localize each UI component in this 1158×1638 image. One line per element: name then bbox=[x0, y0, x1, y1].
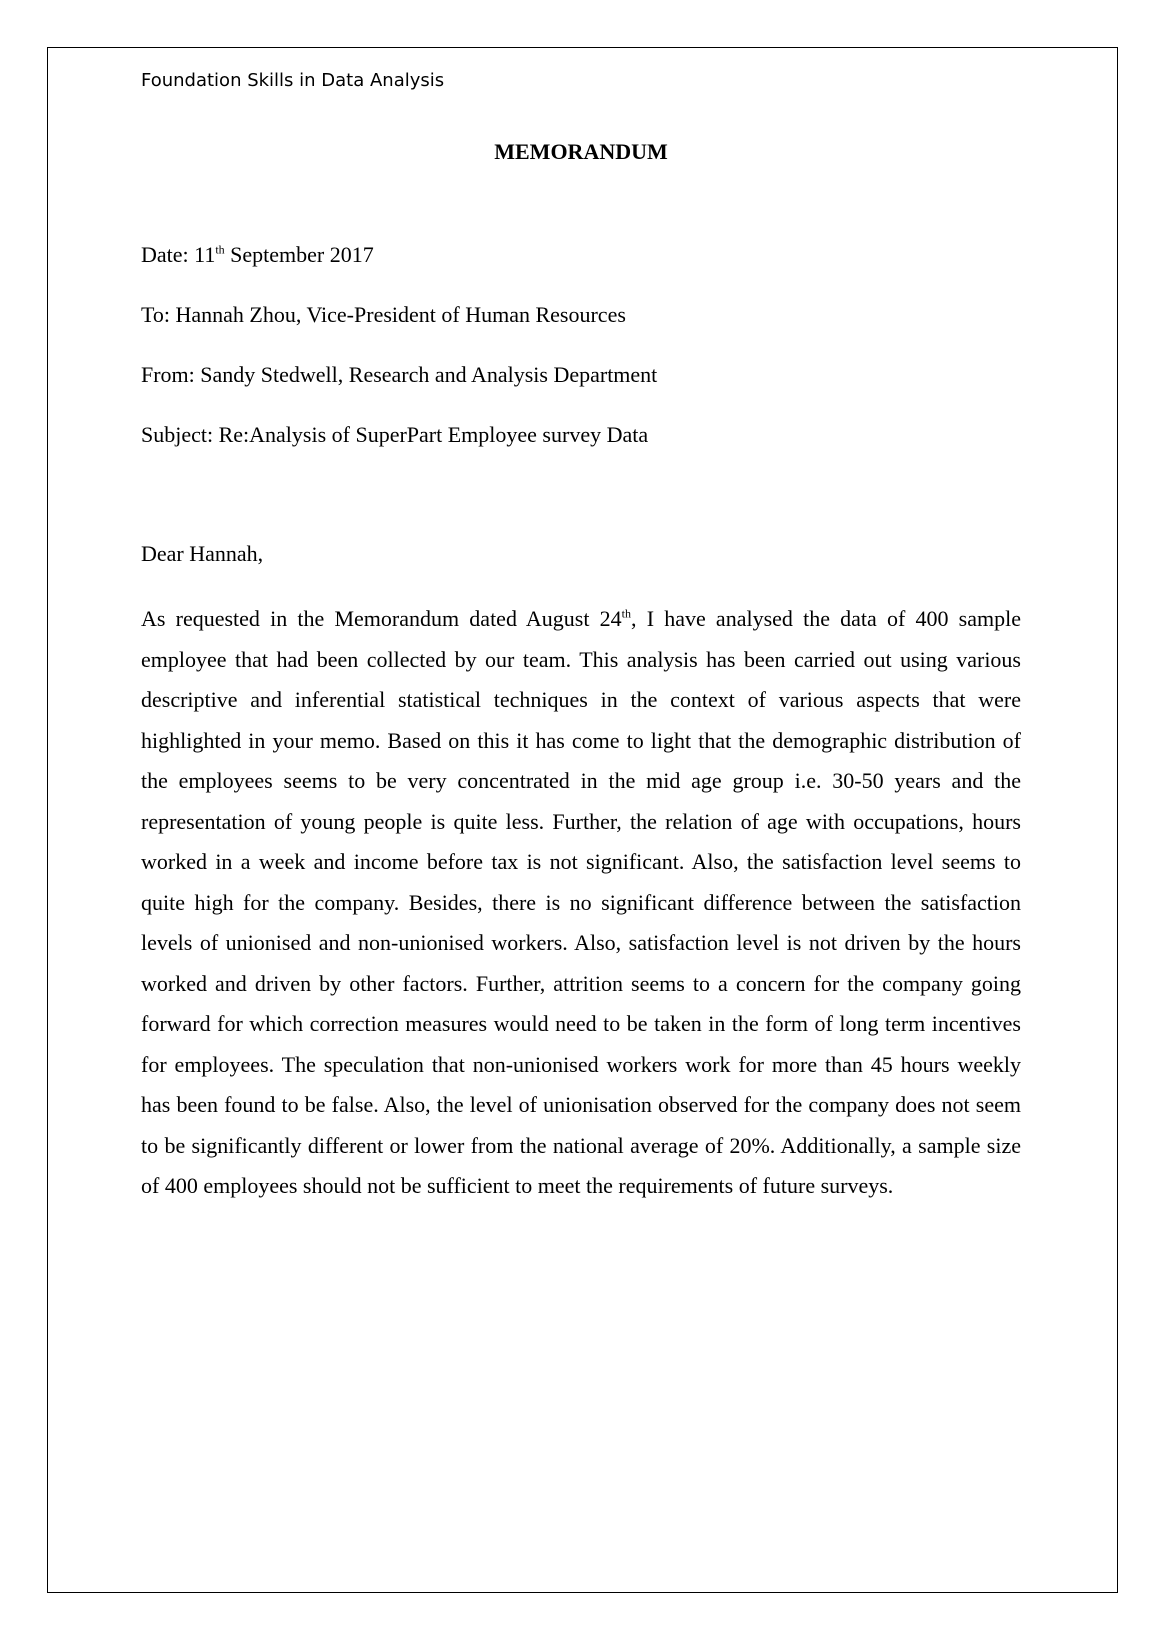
date-label: Date: 11 bbox=[141, 242, 216, 267]
memo-to: To: Hannah Zhou, Vice-President of Human Resources bbox=[141, 302, 626, 327]
memo-salutation: Dear Hannah, bbox=[141, 541, 264, 566]
memo-body bbox=[141, 599, 1021, 1207]
body-start: As requested in the Memorandum dated August 24 bbox=[141, 606, 622, 631]
memo-from: From: Sandy Stedwell, Research and Analysis Department bbox=[141, 362, 658, 387]
memo-title: MEMORANDUM bbox=[494, 139, 668, 164]
body-rest: , I have analysed the data of 400 sample employee that had been collected by our team. This analysis has been carried out using various descriptive and inferential statistical techniques in the context of various aspects that were highlighted in your memo. Based on this it has come to light that the demographic distribution of the employees seems to be very concentrated in the mid age group i.e. 30-50 years and the representation of young people is quite less. Further, the relation of age with occupations, hours worked in a week and income before tax is not significant. Also, the satisfaction level seems to quite high for the company. Besides, there is no significant difference between the satisfaction levels of unionised and non-unionised workers. Also, satisfaction level is not driven by the hours worked and driven by other factors. Further, attrition seems to a concern for the company going forward for which correction measures would need to be taken in the form of long term incentives for employees. The speculation that non-unionised workers work for more than 45 hours weekly has been found to be false. Also, the level of unionisation observed for the company does not seem to be significantly different or lower from the national average of 20%. Additionally, a sample size of 400 employees should not be sufficient to meet the requirements of future surveys. bbox=[141, 606, 1021, 1198]
date-rest: September 2017 bbox=[224, 242, 374, 267]
body-date-suffix: th bbox=[621, 606, 632, 621]
memo-date bbox=[141, 242, 374, 268]
memo-subject: Subject: Re:Analysis of SuperPart Employee survey Data bbox=[141, 422, 649, 447]
running-header: Foundation Skills in Data Analysis bbox=[141, 70, 445, 91]
date-suffix: th bbox=[215, 242, 225, 257]
